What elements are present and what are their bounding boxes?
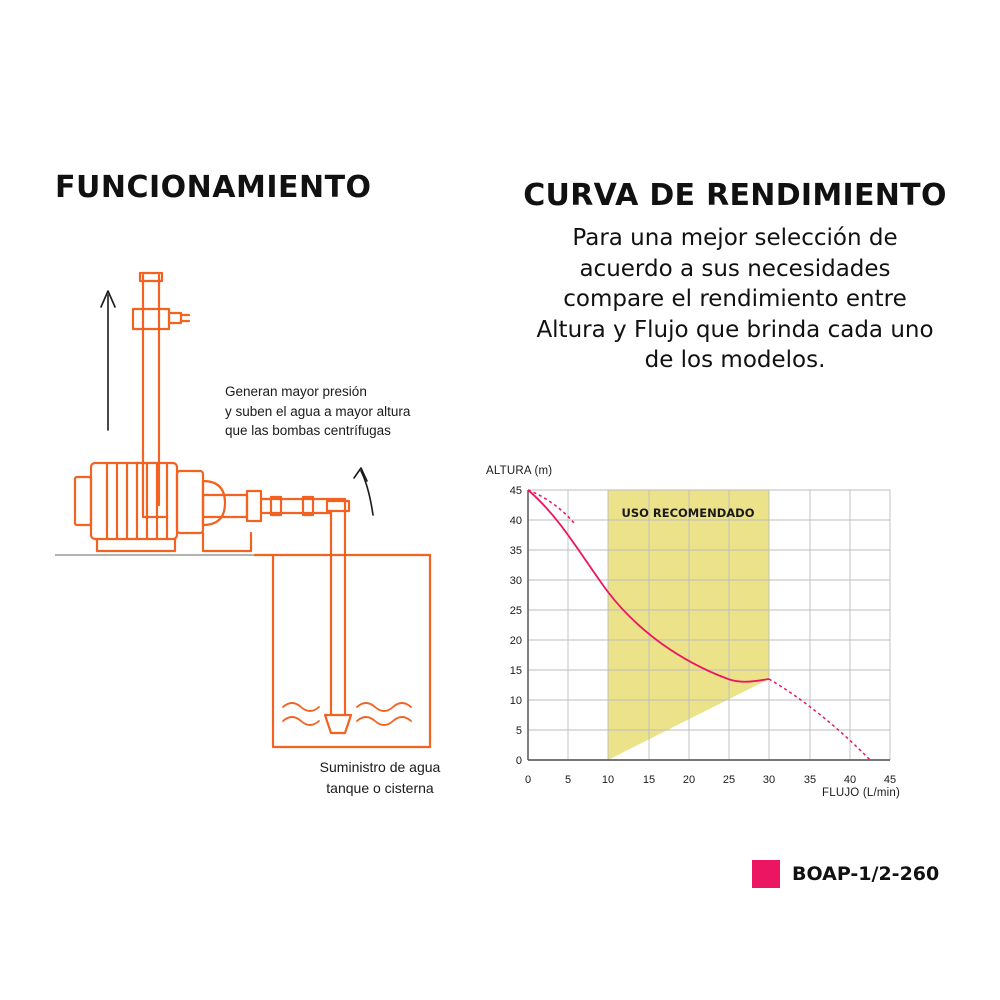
curva-rendimiento-section [505,178,965,376]
cistern-caption-line-1: Suministro de agua [319,759,441,775]
funcionamiento-section [55,170,475,205]
svg-text:15: 15 [509,665,522,677]
arrow-curve-icon [354,468,373,515]
note-line-2: y suben el agua a mayor altura [225,403,411,419]
subtitle-line-5: de los modelos. [644,347,826,374]
y-axis-title: ALTURA (m) [486,465,553,477]
legend-label-boap: BOAP-1/2-260 [792,863,940,885]
svg-text:30: 30 [509,575,522,587]
svg-text:35: 35 [803,774,817,786]
legend-swatch-boap [752,860,780,888]
svg-text:20: 20 [682,774,696,786]
curva-subtitle [505,223,965,376]
svg-text:30: 30 [762,774,776,786]
svg-text:0: 0 [515,755,522,767]
cistern-caption-line-2: tanque o cisterna [326,780,434,796]
page-title-funcionamiento: FUNCIONAMIENTO [55,170,372,205]
band-label: USO RECOMENDADO [621,506,755,520]
subtitle-line-4: Altura y Flujo que brinda cada uno [536,316,934,343]
page-title-curva: CURVA DE RENDIMIENTO [523,178,947,213]
svg-text:15: 15 [642,774,656,786]
svg-text:5: 5 [515,725,522,737]
x-axis-title: FLUJO (L/min) [822,787,900,799]
svg-text:25: 25 [722,774,736,786]
svg-text:40: 40 [843,774,857,786]
subtitle-line-1: Para una mejor selección de [572,225,898,251]
x-tick-labels [525,774,896,786]
pump-description-note [225,382,465,441]
note-line-3: que las bombas centrífugas [225,423,391,439]
svg-text:20: 20 [509,635,522,647]
svg-text:35: 35 [509,545,522,557]
subtitle-line-3: compare el rendimiento entre [563,286,907,313]
svg-text:25: 25 [509,605,522,617]
svg-text:45: 45 [509,485,522,497]
svg-text:10: 10 [601,774,615,786]
recommended-use-band [608,490,769,760]
chart-svg [470,465,940,795]
svg-text:0: 0 [524,774,532,786]
cistern-caption [280,757,480,799]
svg-text:45: 45 [883,774,897,786]
note-line-1: Generan mayor presión [225,384,367,399]
performance-chart [470,465,940,810]
y-tick-labels [510,485,522,767]
chart-legend [752,860,939,888]
svg-text:10: 10 [509,695,522,707]
svg-text:40: 40 [509,515,522,527]
subtitle-line-2: acuerdo a sus necesidades [579,255,891,282]
svg-text:5: 5 [564,774,572,786]
arrow-up-icon [101,291,115,430]
curve-dashed-boap [769,679,870,760]
booster-pump-diagram [55,255,475,765]
